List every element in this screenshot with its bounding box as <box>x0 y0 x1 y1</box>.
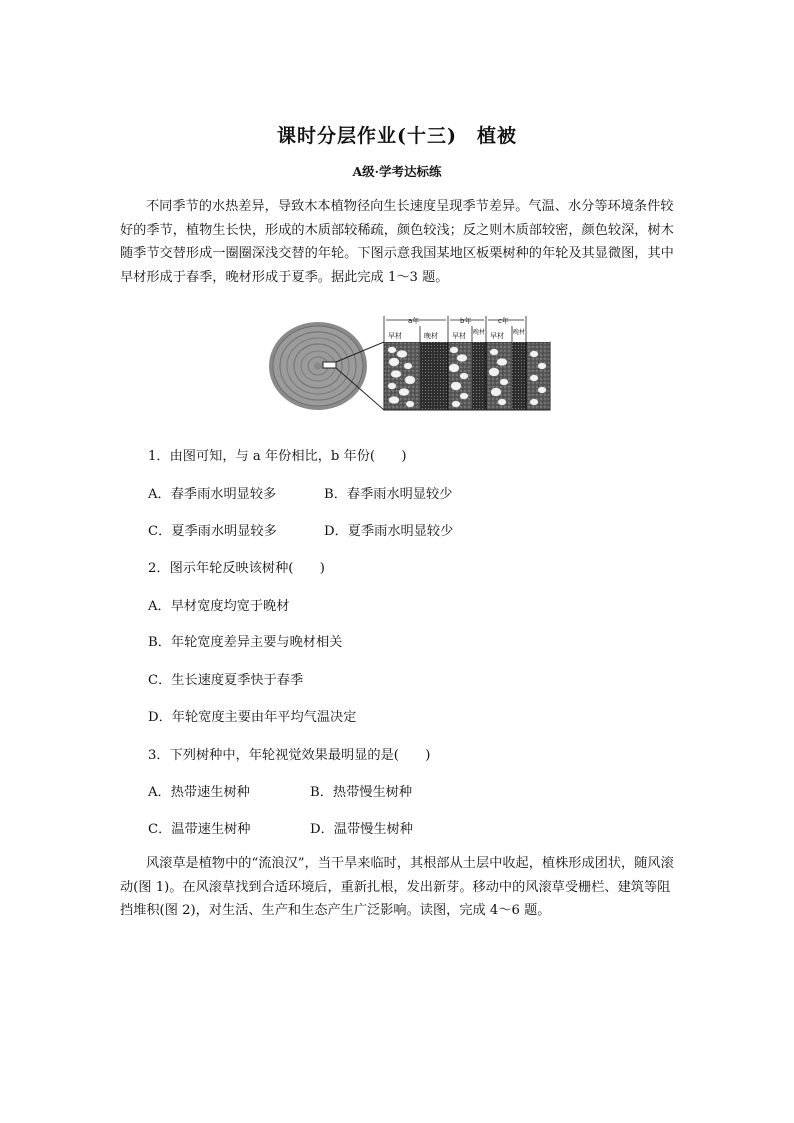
q3-option-c[interactable]: C．温带速生树种 <box>148 822 251 837</box>
label-early-c: 早材 <box>490 332 504 340</box>
question-1-stem: 1．由图可知，与 a 年份相比，b 年份( ) <box>148 449 407 464</box>
question-1-options-row2 <box>148 520 453 539</box>
label-b-year: b年 <box>460 317 472 325</box>
q3-option-d[interactable]: D．温带慢生树种 <box>310 822 413 837</box>
q2-option-c[interactable]: C．生长速度夏季快于春季 <box>148 673 304 688</box>
question-3-options-row2 <box>148 818 413 837</box>
q1-option-c[interactable]: C．夏季雨水明显较多 <box>148 524 277 539</box>
q2-option-a[interactable]: A．早材宽度均宽于晚材 <box>148 599 290 614</box>
label-early-a: 早材 <box>388 332 402 340</box>
question-3-options-row1 <box>148 781 412 800</box>
question-2-stem: 2．图示年轮反映该树种( ) <box>148 561 325 576</box>
passage-1: 不同季节的水热差异，导致木本植物径向生长速度呈现季节差异。气温、水分等环境条件较好的季节，植物生长快，形成的木质部较稀疏，颜色较浅；反之则木质部较密，颜色较深，树木随季节交替形成一圈圈深浅交替的年轮。下图示意我国某地区板栗树种的年轮及其显微图，其中早材形成于春季，晚材形成于夏季。据此完成 1～3 题。 <box>120 199 674 285</box>
q1-option-d[interactable]: D．夏季雨水明显较少 <box>324 524 454 539</box>
q3-option-b[interactable]: B．热带慢生树种 <box>310 785 413 800</box>
q1-option-a[interactable]: A．春季雨水明显较多 <box>148 487 277 502</box>
trunk-cross-section <box>269 322 367 410</box>
passage-2: 风滚草是植物中的“流浪汉”，当干旱来临时，其根部从土层中收起，植株形成团状，随风滚动(图 1)。在风滚草找到合适环境后，重新扎根，发出新芽。移动中的风滚草受栅栏、建筑等阻挡堆积(图 2)，对生活、生产和生态产生广泛影响。读图，完成 4～6 题。 <box>120 856 674 918</box>
label-late-b: 晚材 <box>473 329 486 336</box>
q3-option-a[interactable]: A．热带速生树种 <box>148 785 250 800</box>
q2-option-b[interactable]: B．年轮宽度差异主要与晚材相关 <box>148 635 343 650</box>
label-late-c: 晚材 <box>513 329 526 336</box>
tree-ring-figure <box>268 314 552 412</box>
micrograph <box>384 342 550 410</box>
page-title: 课时分层作业(十三) 植被 <box>277 125 517 147</box>
question-1-options-row1 <box>148 483 452 502</box>
label-early-b: 早材 <box>452 332 466 340</box>
label-c-year: c年 <box>498 317 509 325</box>
label-late-a: 晚材 <box>424 332 438 340</box>
question-3-stem: 3．下列树种中，年轮视觉效果最明显的是( ) <box>148 748 431 763</box>
label-a-year: a年 <box>408 317 420 325</box>
section-subtitle: A级·学考达标练 <box>352 164 442 179</box>
q2-option-d[interactable]: D．年轮宽度主要由年平均气温决定 <box>148 710 357 725</box>
q1-option-b[interactable]: B．春季雨水明显较少 <box>324 487 453 502</box>
